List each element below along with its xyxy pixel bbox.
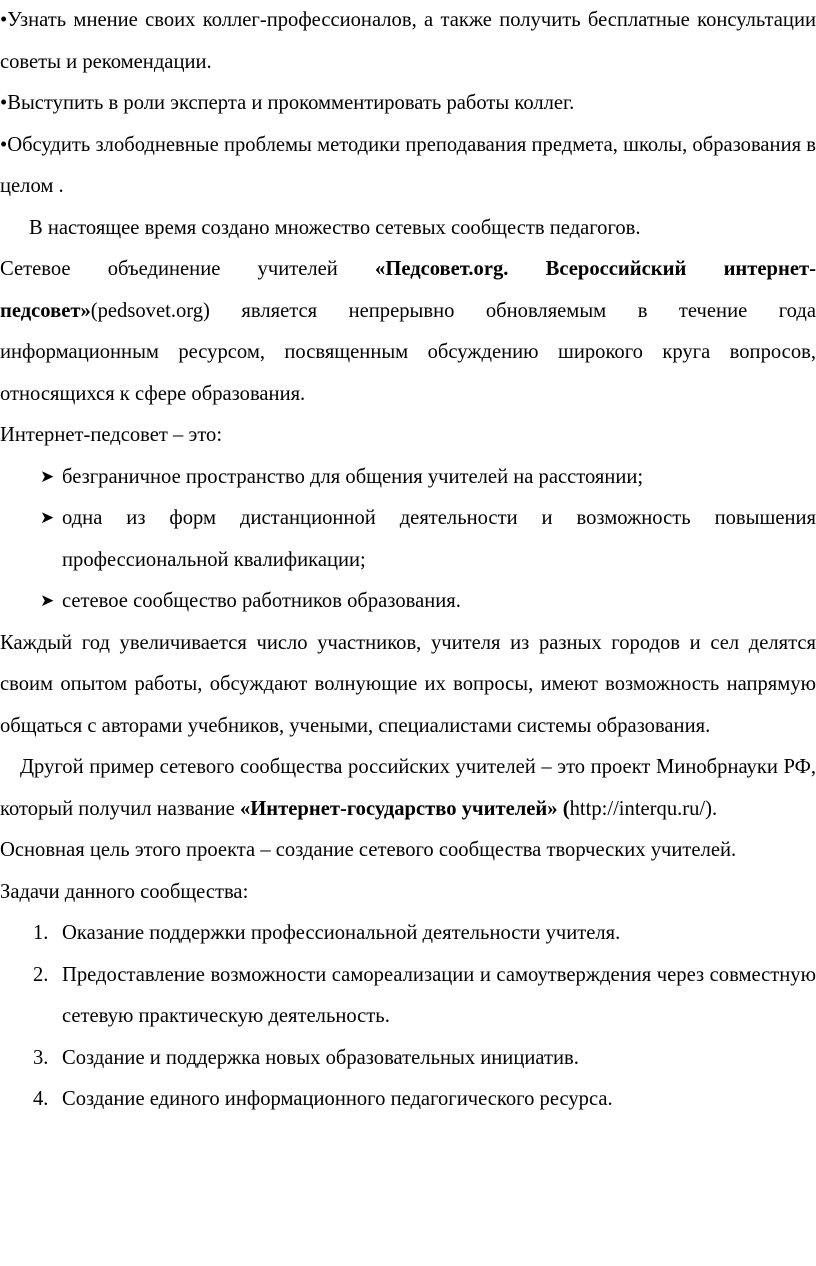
list-item — [0, 913, 816, 955]
list-number: 4. — [33, 1088, 49, 1110]
list-number: 1. — [33, 922, 49, 944]
arrow-item-text: одна из форм дистанционной деятельности и возможность повышения профессиональной квалификации; — [62, 507, 816, 571]
bullet-discuss: •Обсудить злободневные проблемы методики преподавания предмета, школы, образования в целом . — [0, 133, 816, 197]
list-number: 2. — [33, 963, 49, 986]
tasks-intro: Задачи данного сообщества: — [0, 880, 249, 903]
pedsovet-after: (pedsovet.org) является непрерывно обновляемым в течение года информационным ресурсом, посвященным обсуждению широкого круга вопросов, относящихся к сфере образования. — [0, 299, 816, 405]
paragraph-goal: Основная цель этого проекта – создание сетевого сообщества творческих учителей. — [0, 839, 737, 861]
arrow-item-text: безграничное пространство для общения учителей на расстоянии; — [62, 465, 644, 488]
paragraph-created: В настоящее время создано множество сетевых сообществ педагогов. — [29, 216, 641, 239]
pedsovet-bold: «Педсовет.org. Всероссийский интернет-педсовет» — [0, 258, 816, 322]
bullet-consult: •Узнать мнение своих коллег-профессионалов, а также получить бесплатные консультации советы и рекомендации. — [0, 9, 816, 73]
list-item — [0, 1038, 816, 1080]
list-item — [0, 1079, 816, 1121]
bullet-expert: •Выступить в роли эксперта и прокомментировать работы коллег. — [0, 92, 575, 114]
pedsovet-before: Сетевое объединение учителей — [0, 258, 376, 280]
paragraph-interqu — [0, 747, 816, 830]
interqu-before: Другой пример сетевого сообщества российских учителей – это проект Минобрнауки РФ, который получил название — [0, 756, 816, 820]
paragraph-pedsovet — [0, 249, 816, 415]
interqu-after: http://interqu.ru/). — [569, 797, 718, 820]
task-text: Создание и поддержка новых образовательных инициатив. — [62, 1046, 579, 1069]
paragraph-every-year: Каждый год увеличивается число участников, учителя из разных городов и сел делятся своим опытом работы, обсуждают волнующие их вопросы, имеют возможность напрямую общаться с авторами учебников, учеными, специалистами системы образования. — [0, 631, 816, 737]
list-item — [0, 581, 816, 623]
list-number: 3. — [33, 1046, 49, 1069]
internet-pedsovet-intro: Интернет-педсовет – это: — [0, 424, 223, 446]
arrow-bullet-icon: ➤ — [40, 591, 55, 611]
list-item — [0, 955, 816, 1038]
task-text: Предоставление возможности самореализации и самоутверждения через совместную сетевую практическую деятельность. — [62, 963, 816, 1027]
list-item — [0, 457, 816, 499]
arrow-bullet-icon: ➤ — [40, 508, 55, 528]
interqu-bold: «Интернет-государство учителей» ( — [239, 797, 570, 820]
task-text: Создание единого информационного педагогического ресурса. — [62, 1088, 613, 1110]
task-text: Оказание поддержки профессиональной деятельности учителя. — [62, 922, 621, 944]
list-item — [0, 498, 816, 581]
arrow-item-text: сетевое сообщество работников образования. — [62, 590, 461, 612]
arrow-bullet-icon: ➤ — [40, 466, 55, 487]
